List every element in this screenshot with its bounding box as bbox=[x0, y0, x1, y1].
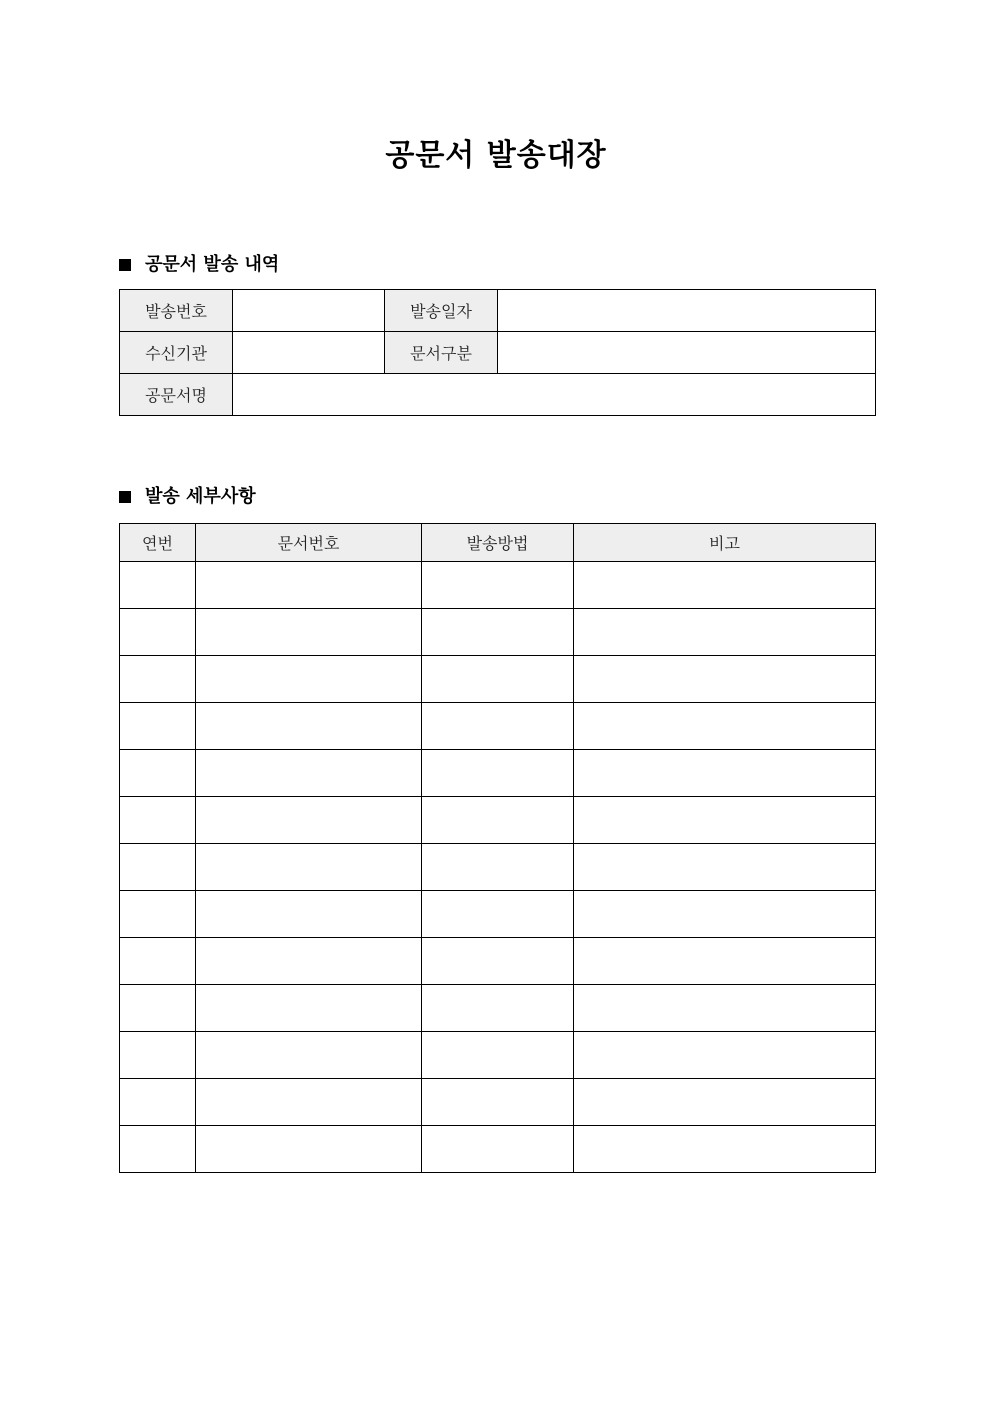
table-row bbox=[120, 703, 876, 750]
serial-cell[interactable] bbox=[120, 750, 196, 797]
section-heading-details-label: 발송 세부사항 bbox=[145, 486, 256, 507]
square-bullet-icon bbox=[119, 491, 131, 503]
section-heading-info-label: 공문서 발송 내역 bbox=[145, 254, 280, 275]
doc-number-cell[interactable] bbox=[196, 938, 422, 985]
table-row bbox=[120, 1126, 876, 1173]
doc-number-cell[interactable] bbox=[196, 609, 422, 656]
serial-cell[interactable] bbox=[120, 985, 196, 1032]
send-date-field[interactable] bbox=[498, 290, 876, 332]
doc-name-label: 공문서명 bbox=[120, 374, 233, 416]
remarks-cell[interactable] bbox=[574, 656, 876, 703]
remarks-cell[interactable] bbox=[574, 1126, 876, 1173]
column-header-send-method: 발송방법 bbox=[422, 524, 574, 562]
serial-cell[interactable] bbox=[120, 703, 196, 750]
table-row bbox=[120, 374, 876, 416]
send-method-cell[interactable] bbox=[422, 1032, 574, 1079]
table-header-row bbox=[120, 524, 876, 562]
serial-cell[interactable] bbox=[120, 1032, 196, 1079]
send-method-cell[interactable] bbox=[422, 703, 574, 750]
column-header-doc-number: 문서번호 bbox=[196, 524, 422, 562]
table-row bbox=[120, 1079, 876, 1126]
page-title: 공문서 발송대장 bbox=[385, 138, 607, 173]
send-method-cell[interactable] bbox=[422, 562, 574, 609]
doc-number-cell[interactable] bbox=[196, 1126, 422, 1173]
table-row bbox=[120, 797, 876, 844]
send-method-cell[interactable] bbox=[422, 985, 574, 1032]
send-method-cell[interactable] bbox=[422, 656, 574, 703]
send-method-cell[interactable] bbox=[422, 609, 574, 656]
serial-cell[interactable] bbox=[120, 938, 196, 985]
serial-cell[interactable] bbox=[120, 844, 196, 891]
send-method-cell[interactable] bbox=[422, 844, 574, 891]
remarks-cell[interactable] bbox=[574, 703, 876, 750]
doc-number-cell[interactable] bbox=[196, 656, 422, 703]
table-row bbox=[120, 609, 876, 656]
remarks-cell[interactable] bbox=[574, 844, 876, 891]
table-row bbox=[120, 750, 876, 797]
serial-cell[interactable] bbox=[120, 656, 196, 703]
doc-number-cell[interactable] bbox=[196, 985, 422, 1032]
column-header-serial: 연번 bbox=[120, 524, 196, 562]
section-heading-details bbox=[119, 485, 256, 509]
doc-number-cell[interactable] bbox=[196, 562, 422, 609]
table-row bbox=[120, 562, 876, 609]
table-row bbox=[120, 332, 876, 374]
table-row bbox=[120, 1032, 876, 1079]
doc-number-cell[interactable] bbox=[196, 1032, 422, 1079]
square-bullet-icon bbox=[119, 259, 131, 271]
doc-number-cell[interactable] bbox=[196, 703, 422, 750]
remarks-cell[interactable] bbox=[574, 891, 876, 938]
serial-cell[interactable] bbox=[120, 891, 196, 938]
table-row bbox=[120, 656, 876, 703]
remarks-cell[interactable] bbox=[574, 938, 876, 985]
remarks-cell[interactable] bbox=[574, 562, 876, 609]
send-method-cell[interactable] bbox=[422, 797, 574, 844]
table-row bbox=[120, 938, 876, 985]
dispatch-detail-table bbox=[119, 523, 876, 1173]
recipient-org-field[interactable] bbox=[233, 332, 385, 374]
serial-cell[interactable] bbox=[120, 609, 196, 656]
section-heading-info bbox=[119, 253, 279, 277]
send-method-cell[interactable] bbox=[422, 1079, 574, 1126]
remarks-cell[interactable] bbox=[574, 1079, 876, 1126]
doc-number-cell[interactable] bbox=[196, 750, 422, 797]
table-row bbox=[120, 844, 876, 891]
send-method-cell[interactable] bbox=[422, 938, 574, 985]
serial-cell[interactable] bbox=[120, 1079, 196, 1126]
doc-number-cell[interactable] bbox=[196, 891, 422, 938]
doc-category-field[interactable] bbox=[498, 332, 876, 374]
doc-number-cell[interactable] bbox=[196, 1079, 422, 1126]
doc-category-label: 문서구분 bbox=[385, 332, 498, 374]
send-number-field[interactable] bbox=[233, 290, 385, 332]
send-method-cell[interactable] bbox=[422, 891, 574, 938]
send-number-label: 발송번호 bbox=[120, 290, 233, 332]
doc-number-cell[interactable] bbox=[196, 797, 422, 844]
send-method-cell[interactable] bbox=[422, 750, 574, 797]
dispatch-info-table bbox=[119, 289, 876, 416]
remarks-cell[interactable] bbox=[574, 1032, 876, 1079]
table-row bbox=[120, 891, 876, 938]
doc-number-cell[interactable] bbox=[196, 844, 422, 891]
serial-cell[interactable] bbox=[120, 1126, 196, 1173]
table-row bbox=[120, 290, 876, 332]
serial-cell[interactable] bbox=[120, 562, 196, 609]
remarks-cell[interactable] bbox=[574, 750, 876, 797]
send-method-cell[interactable] bbox=[422, 1126, 574, 1173]
column-header-remarks: 비고 bbox=[574, 524, 876, 562]
recipient-org-label: 수신기관 bbox=[120, 332, 233, 374]
doc-name-field[interactable] bbox=[233, 374, 876, 416]
serial-cell[interactable] bbox=[120, 797, 196, 844]
table-row bbox=[120, 985, 876, 1032]
remarks-cell[interactable] bbox=[574, 797, 876, 844]
remarks-cell[interactable] bbox=[574, 985, 876, 1032]
remarks-cell[interactable] bbox=[574, 609, 876, 656]
send-date-label: 발송일자 bbox=[385, 290, 498, 332]
